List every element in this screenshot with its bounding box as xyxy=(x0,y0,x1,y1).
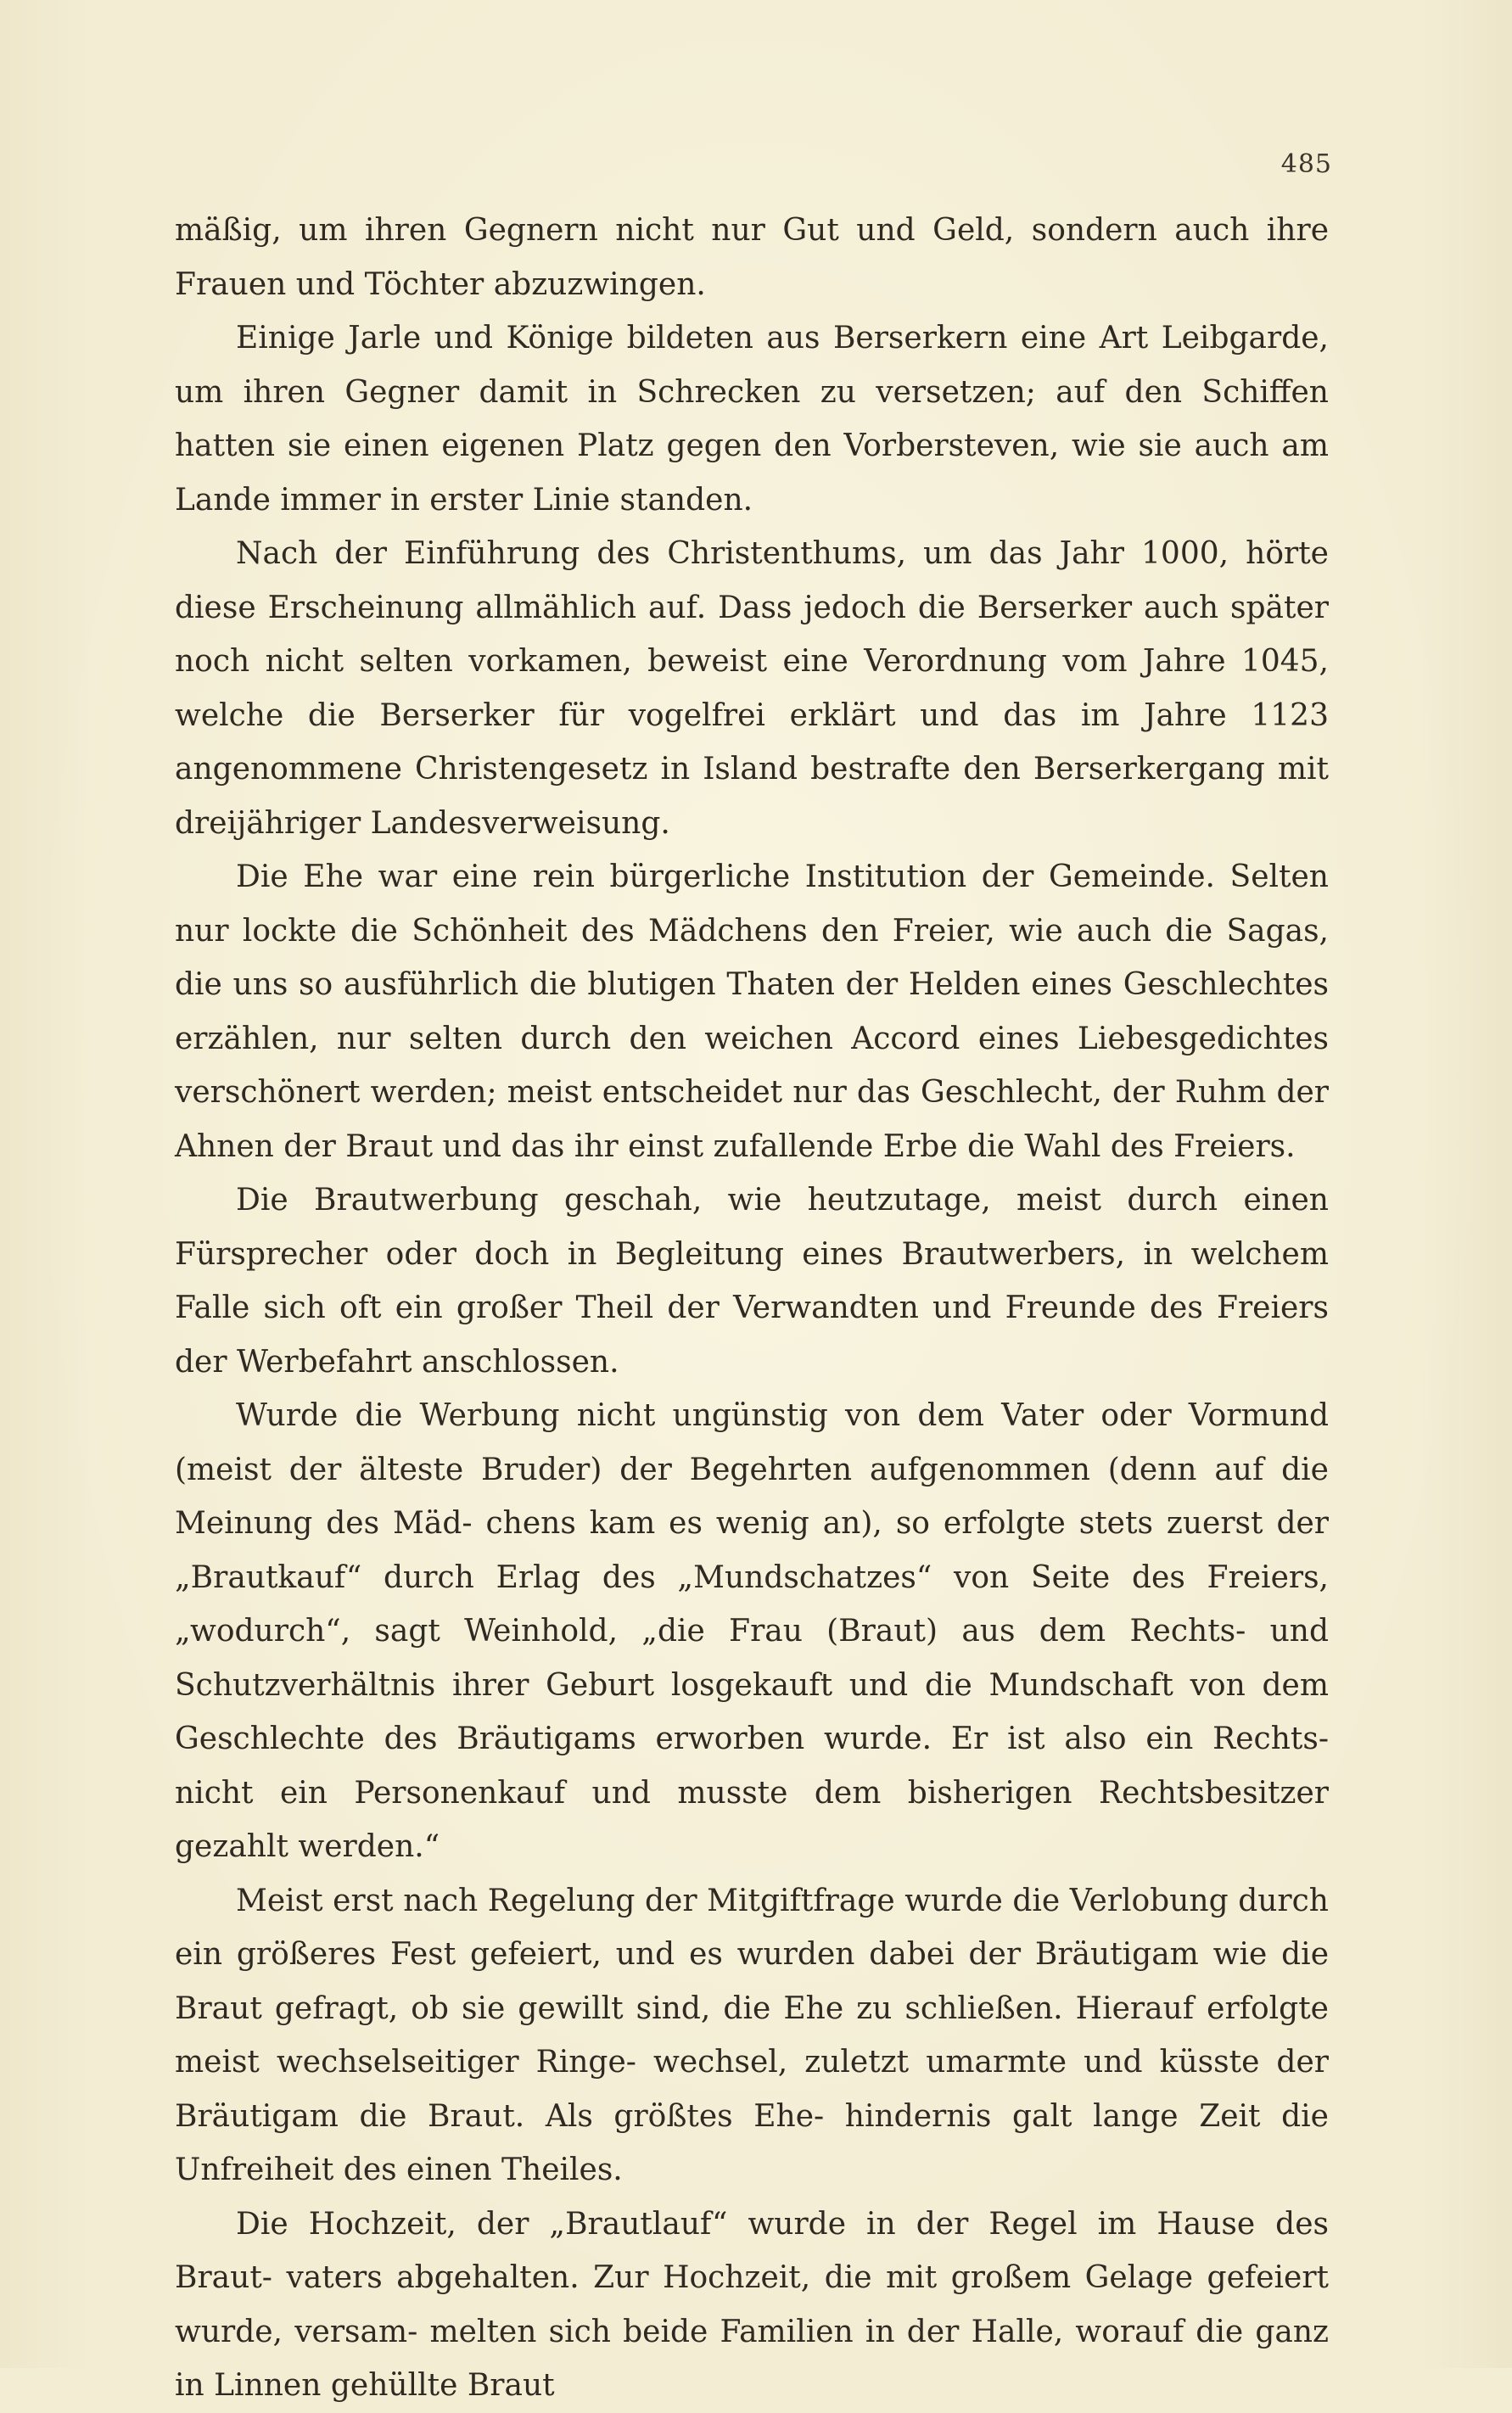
body-text xyxy=(175,204,1329,2413)
page-number: 485 xyxy=(1280,149,1332,179)
paragraph: Wurde die Werbung nicht ungünstig von dem Vater oder Vormund (meist der älteste Bruder) der Begehrten aufgenommen (denn auf die Meinung des Mäd- chens kam es wenig an), so erfolgte stets zuerst der „Brautkauf“ durch Erlag des „Mundschatzes“ von Seite des Freiers, „wodurch“, sagt Weinhold, „die Frau (Braut) aus dem Rechts- und Schutzverhältnis ihrer Geburt losgekauft und die Mundschaft von dem Geschlechte des Bräutigams erworben wurde. Er ist also ein Rechts- nicht ein Personenkauf und musste dem bisherigen Rechtsbesitzer gezahlt werden.“ xyxy=(175,1398,1329,1864)
paragraph: mäßig, um ihren Gegnern nicht nur Gut und Geld, sondern auch ihre Frauen und Töchter abzuzwingen. xyxy=(175,213,1329,302)
paragraph: Die Hochzeit, der „Brautlauf“ wurde in der Regel im Hause des Braut- vaters abgehalten. Zur Hochzeit, die mit großem Gelage gefeiert wurde, versam- melten sich beide Familien in der Halle, worauf die ganz in Linnen gehüllte Braut xyxy=(175,2206,1329,2403)
paragraph: Die Brautwerbung geschah, wie heutzutage, meist durch einen Fürsprecher oder doch in Begleitung eines Brautwerbers, in welchem Falle sich oft ein großer Theil der Verwandten und Freunde des Freiers der Werbefahrt anschlossen. xyxy=(175,1183,1329,1380)
paragraph: Nach der Einführung des Christenthums, um das Jahr 1000, hörte diese Erscheinung allmählich auf. Dass jedoch die Berserker auch später noch nicht selten vorkamen, beweist eine Verordnung vom Jahre 1045, welche die Berserker für vogelfrei erklärt und das im Jahre 1123 angenommene Christengesetz in Island bestrafte den Berserkergang mit dreijähriger Landesverweisung. xyxy=(175,536,1329,841)
paragraph: Die Ehe war eine rein bürgerliche Institution der Gemeinde. Selten nur lockte die Schönheit des Mädchens den Freier, wie auch die Sagas, die uns so ausführlich die blutigen Thaten der Helden eines Geschlechtes erzählen, nur selten durch den weichen Accord eines Liebesgedichtes verschönert werden; meist entscheidet nur das Geschlecht, der Ruhm der Ahnen der Braut und das ihr einst zufallende Erbe die Wahl des Freiers. xyxy=(175,859,1329,1164)
paragraph: Einige Jarle und Könige bildeten aus Berserkern eine Art Leibgarde, um ihren Gegner damit in Schrecken zu versetzen; auf den Schiffen hatten sie einen eigenen Platz gegen den Vorbersteven, wie sie auch am Lande immer in erster Linie standen. xyxy=(175,321,1329,518)
paragraph: Meist erst nach Regelung der Mitgiftfrage wurde die Verlobung durch ein größeres Fest gefeiert, und es wurden dabei der Bräutigam wie die Braut gefragt, ob sie gewillt sind, die Ehe zu schließen. Hierauf erfolgte meist wechselseitiger Ringe- wechsel, zuletzt umarmte und küsste der Bräutigam die Braut. Als größtes Ehe- hindernis galt lange Zeit die Unfreiheit des einen Theiles. xyxy=(175,1883,1329,2187)
